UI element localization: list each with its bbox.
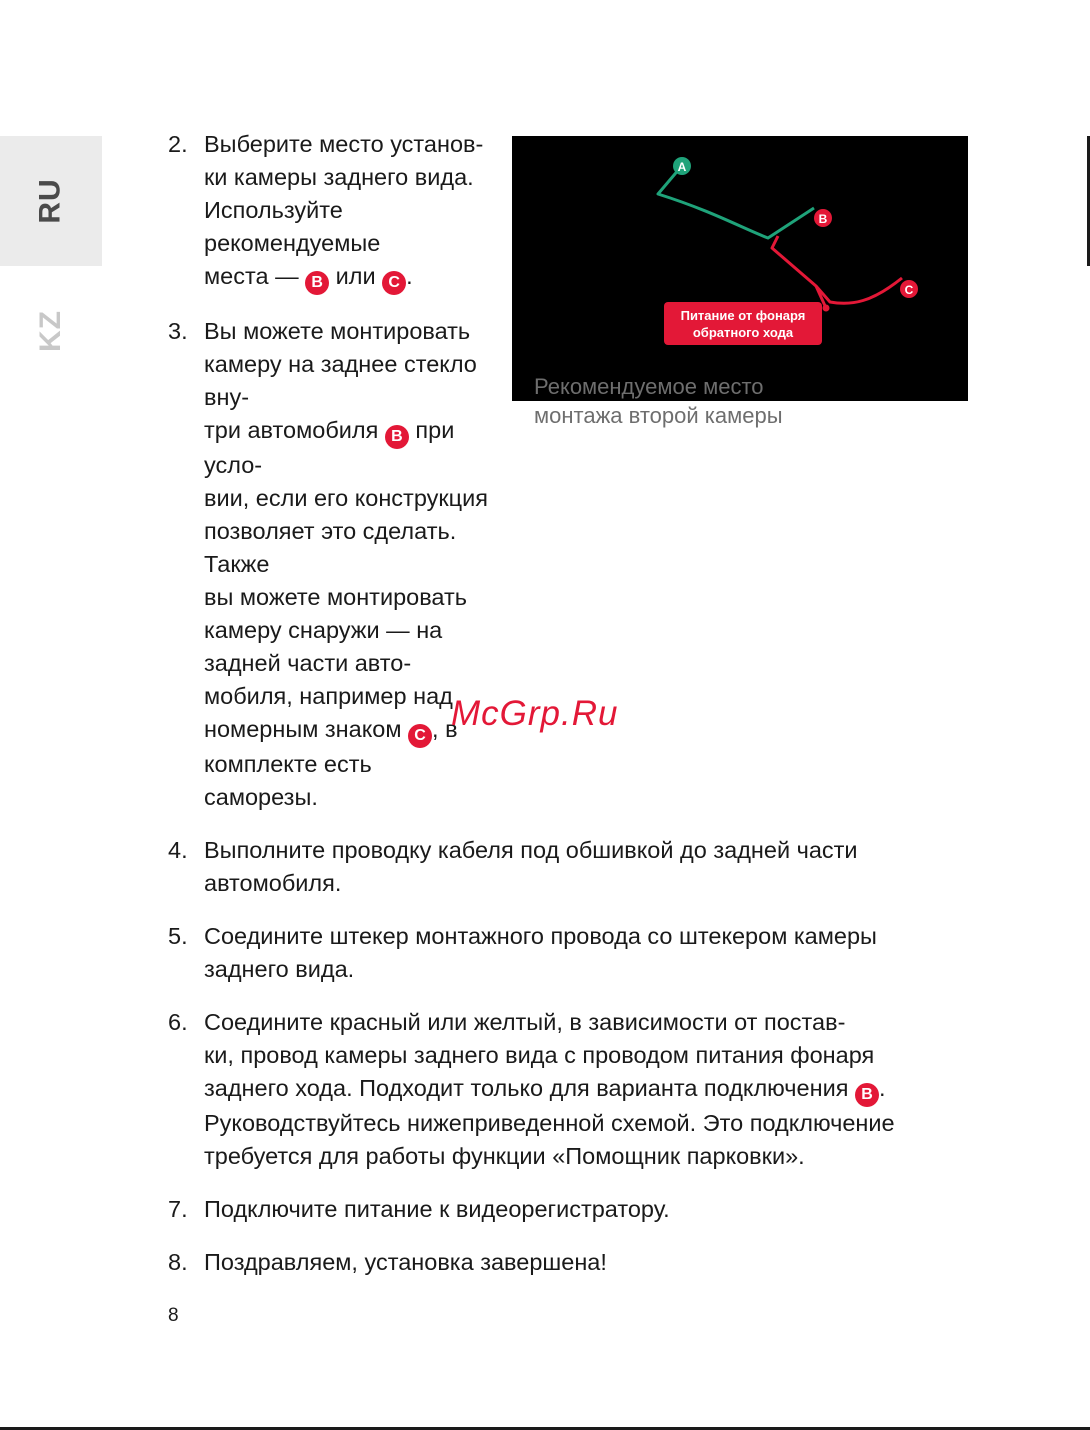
text-line: или bbox=[329, 263, 383, 289]
step-number: 2. bbox=[168, 131, 188, 157]
step-number: 4. bbox=[168, 837, 188, 863]
marker-a-label: A bbox=[677, 160, 687, 174]
green-cable-route bbox=[658, 168, 814, 238]
power-label-line2: обратного хода bbox=[692, 324, 794, 340]
badge-b-icon: B bbox=[385, 425, 409, 449]
text-line: позволяет это сделать. Также bbox=[204, 518, 457, 577]
step-number: 8. bbox=[168, 1249, 188, 1275]
text-line: Используйте рекомендуемые bbox=[204, 197, 381, 256]
text-line: требуется для работы функции «Помощник парковки». bbox=[204, 1143, 805, 1169]
figure-caption bbox=[534, 372, 834, 430]
step-text bbox=[204, 128, 502, 295]
text-line: вии, если его конструкция bbox=[204, 485, 488, 511]
badge-b-icon: B bbox=[305, 271, 329, 295]
lang-tab-ru-label: RU bbox=[34, 178, 67, 224]
text-line: Руководствуйтесь нижеприведенной схемой. Это подключение bbox=[204, 1110, 895, 1136]
text-line: ки камеры заднего вида. bbox=[204, 164, 474, 190]
text-line: Соедините красный или желтый, в зависимости от постав- bbox=[204, 1009, 846, 1035]
badge-b-icon: B bbox=[855, 1083, 879, 1107]
caption-line1: Рекомендуемое место bbox=[534, 374, 764, 399]
lang-tab-kz[interactable] bbox=[0, 266, 102, 396]
language-tabs bbox=[0, 136, 102, 396]
marker-b-label: B bbox=[818, 212, 828, 226]
text-line: Выберите место установ- bbox=[204, 131, 484, 157]
text-line: заднего хода. Подходит только для варианта подключения bbox=[204, 1075, 855, 1101]
text-line: мобиля, например над номерным знаком bbox=[204, 683, 453, 742]
step-text bbox=[204, 1006, 968, 1173]
text-line: , в комплекте есть bbox=[204, 716, 458, 777]
red-cable-route bbox=[772, 236, 902, 303]
badge-c-icon: C bbox=[408, 724, 432, 748]
step-2 bbox=[168, 128, 502, 295]
step-text: Соедините штекер монтажного провода со штекером камеры заднего вида. bbox=[204, 923, 877, 982]
text-line: ки, провод камеры заднего вида с проводом питания фонаря bbox=[204, 1042, 875, 1068]
watermark: McGrp.Ru bbox=[451, 694, 619, 733]
power-label-line1: Питание от фонаря bbox=[680, 307, 806, 323]
page-number: 8 bbox=[168, 1305, 179, 1326]
step-text: Подключите питание к видеорегистратору. bbox=[204, 1196, 670, 1222]
marker-c-label: C bbox=[904, 283, 914, 297]
caption-line2: монтажа второй камеры bbox=[534, 403, 783, 428]
badge-c-icon: C bbox=[382, 271, 406, 295]
step-number: 7. bbox=[168, 1196, 188, 1222]
power-source-label bbox=[664, 302, 822, 345]
text-line: камеру на заднее стекло вну- bbox=[204, 351, 477, 410]
step-number: 3. bbox=[168, 318, 188, 344]
step-text: Выполните проводку кабеля под обшивкой до задней части автомобиля. bbox=[204, 837, 858, 896]
text-line: . bbox=[406, 263, 413, 289]
mounting-diagram bbox=[512, 136, 968, 401]
step-3 bbox=[168, 315, 502, 814]
text-line: вы можете монтировать камеру снаружи — на задней части авто- bbox=[204, 584, 467, 676]
text-line: при усло- bbox=[204, 417, 455, 478]
step-text bbox=[204, 315, 502, 814]
step-number: 5. bbox=[168, 923, 188, 949]
text-line: Вы можете монтировать bbox=[204, 318, 471, 344]
text-line: три автомобиля bbox=[204, 417, 385, 443]
text-line: места — bbox=[204, 263, 306, 289]
power-lead-end bbox=[823, 305, 830, 312]
step-8 bbox=[168, 1246, 968, 1279]
step-7 bbox=[168, 1193, 968, 1226]
lang-tab-kz-label: KZ bbox=[34, 310, 67, 352]
mounting-figure bbox=[512, 136, 968, 436]
text-line: саморезы. bbox=[204, 784, 318, 810]
step-6 bbox=[168, 1006, 968, 1173]
step-5 bbox=[168, 920, 968, 986]
step-4 bbox=[168, 834, 968, 900]
step-number: 6. bbox=[168, 1009, 188, 1035]
step-text: Поздравляем, установка завершена! bbox=[204, 1249, 607, 1275]
text-line: . bbox=[878, 1075, 886, 1101]
lang-tab-ru[interactable] bbox=[0, 136, 102, 266]
route-diagram-svg bbox=[512, 136, 968, 401]
